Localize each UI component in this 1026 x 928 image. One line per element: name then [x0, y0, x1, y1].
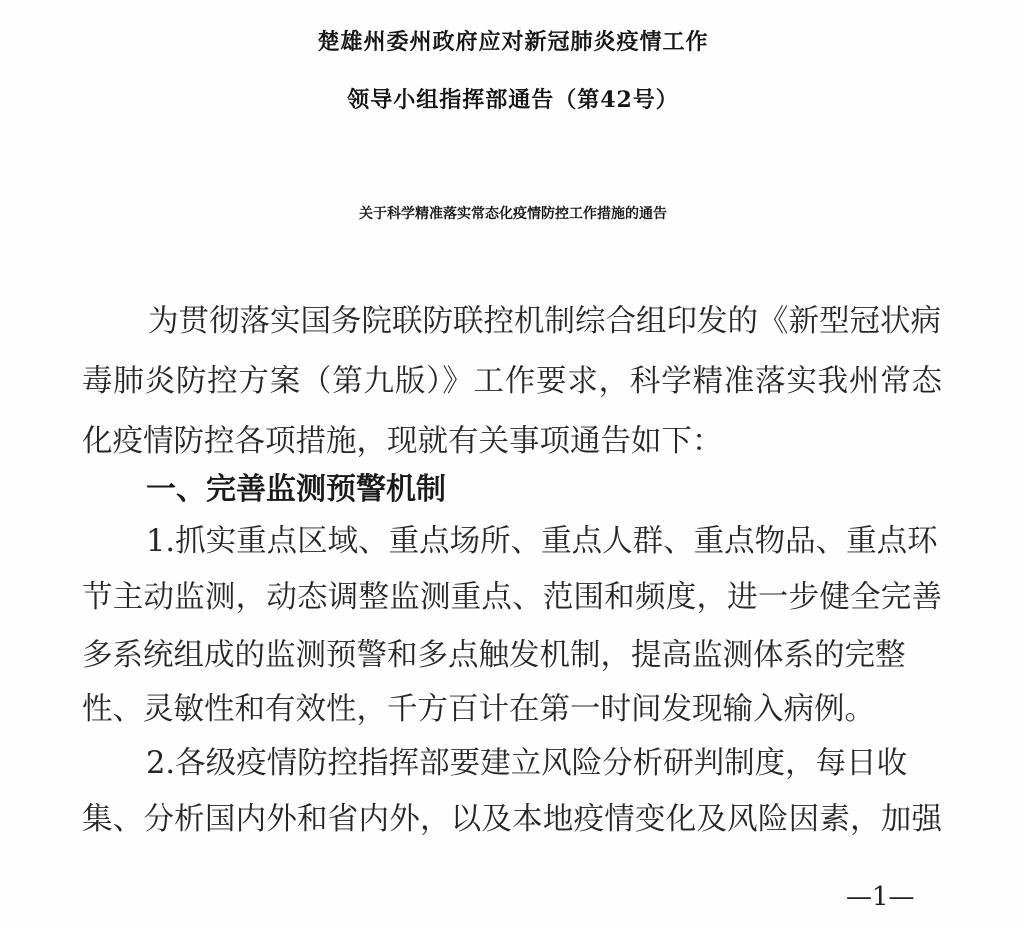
section-heading: 一、完善监测预警机制	[146, 472, 446, 507]
intro-line: 毒肺炎防控方案（第九版）》工作要求，科学精准落实我州常态	[82, 364, 942, 399]
document-title-line-2: 领导小组指挥部通告（第42号）	[347, 87, 679, 113]
item2-line: 2.各级疫情防控指挥部要建立风险分析研判制度，每日收	[146, 746, 908, 781]
item2-line: 集、分析国内外和省内外，以及本地疫情变化及风险因素，加强	[82, 802, 942, 837]
item1-line: 性、灵敏性和有效性，千方百计在第一时间发现输入病例。	[82, 692, 875, 727]
document-title-line-1: 楚雄州委州政府应对新冠肺炎疫情工作	[317, 29, 709, 55]
document-subtitle: 关于科学精准落实常态化疫情防控工作措施的通告	[359, 206, 667, 222]
intro-line: 为贯彻落实国务院联防联控机制综合组印发的《新型冠状病	[148, 304, 941, 339]
item1-line: 节主动监测，动态调整监测重点、范围和频度，进一步健全完善	[82, 580, 942, 615]
page-number: —1—	[846, 882, 915, 912]
item1-line: 1.抓实重点区域、重点场所、重点人群、重点物品、重点环	[146, 524, 938, 559]
intro-line: 化疫情防控各项措施，现就有关事项通告如下：	[82, 424, 723, 459]
item1-line: 多系统组成的监测预警和多点触发机制，提高监测体系的完整	[82, 638, 906, 673]
